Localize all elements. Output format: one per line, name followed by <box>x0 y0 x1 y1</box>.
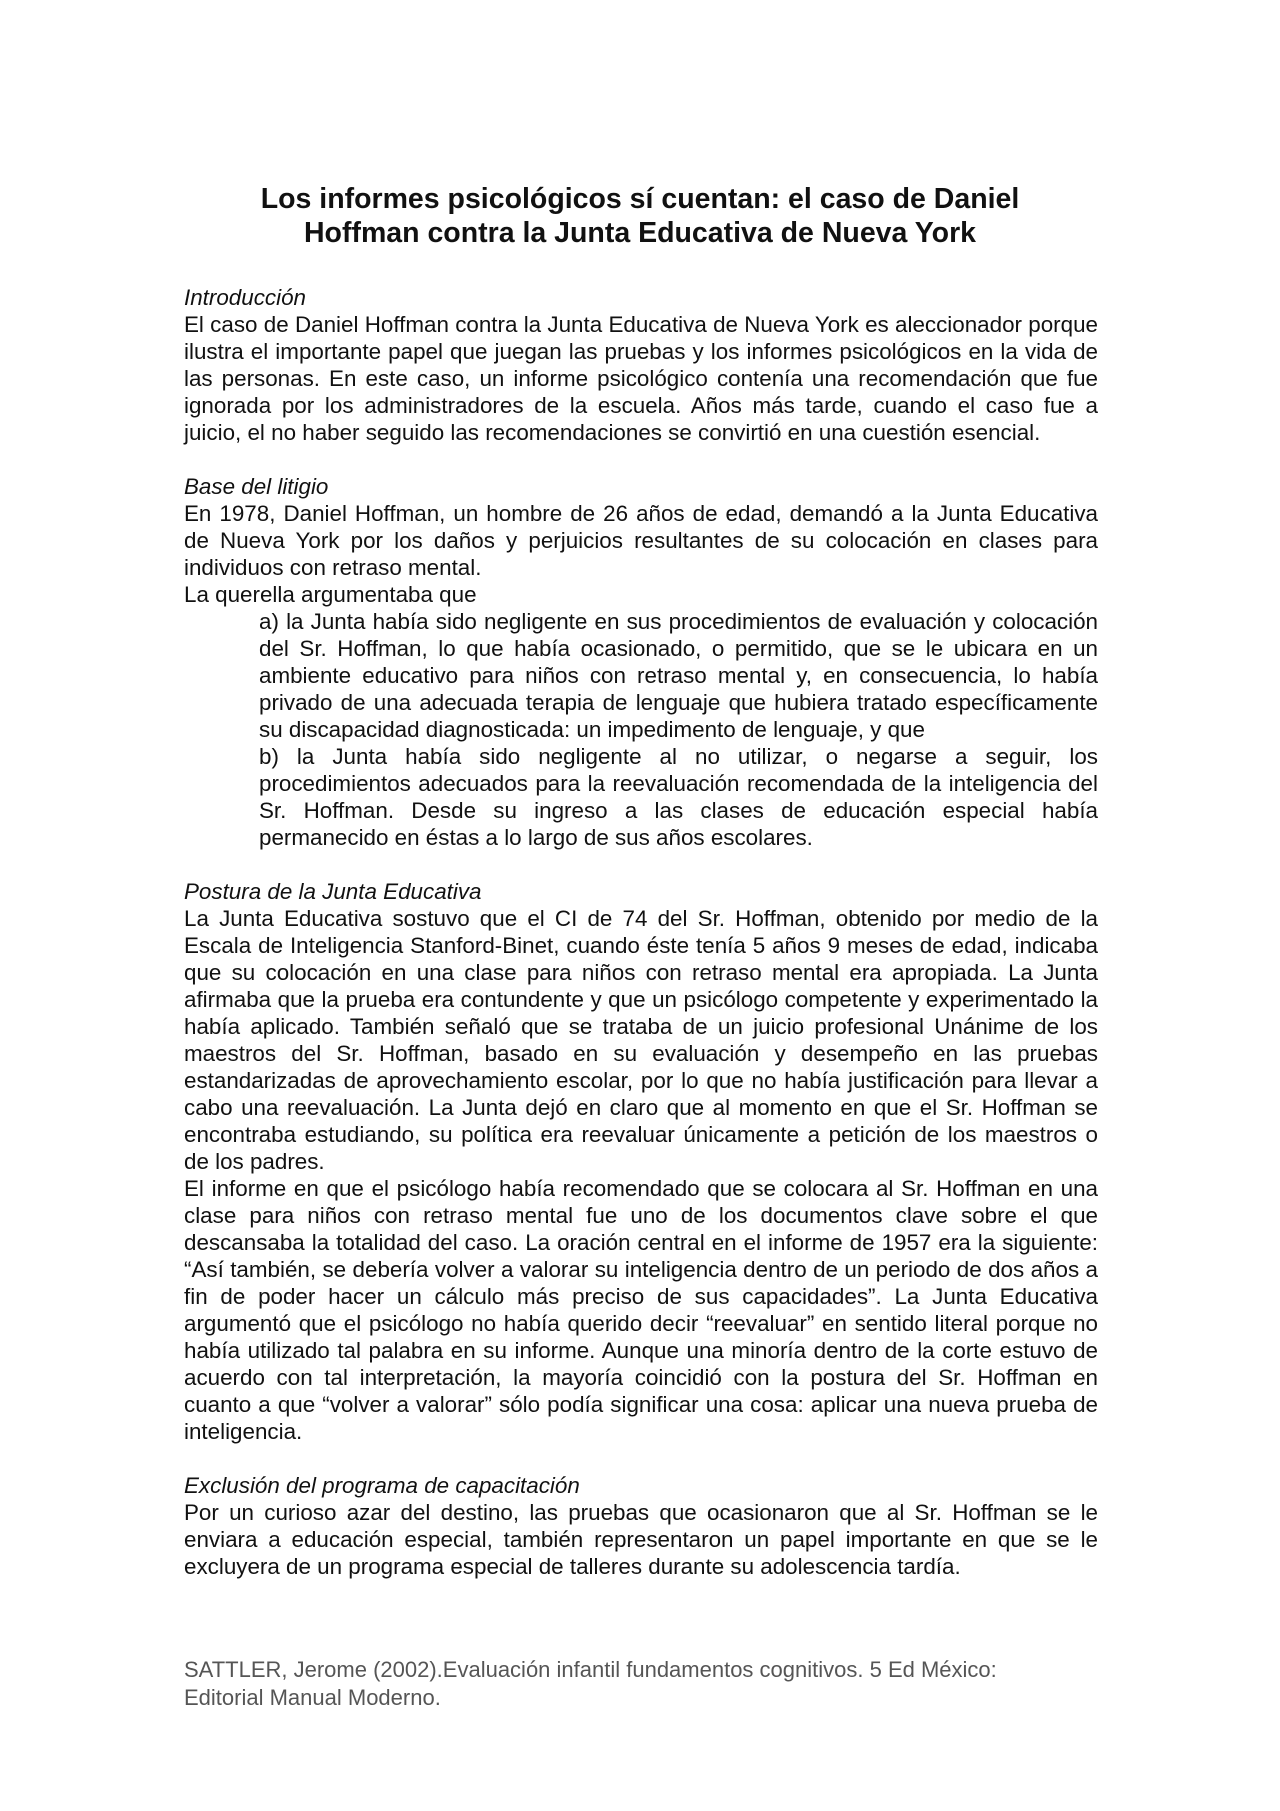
section-gap <box>184 446 1098 473</box>
section-gap <box>184 1445 1098 1472</box>
list-item-a: a) la Junta había sido negligente en sus procedimientos de evaluación y colocación del Sr. Hoffman, lo que había ocasionado, o permitido, que se le ubicara en un ambiente educativo para niños con retraso mental y, en consecuencia, lo había privado de una adecuada terapia de lenguaje que hubiera tratado específicamente su discapacidad diagnosticada: un impedimento de lenguaje, y que <box>259 609 1098 742</box>
document-title <box>180 182 1100 250</box>
title-line-1: Los informes psicológicos sí cuentan: el caso de Daniel <box>260 183 1020 215</box>
bibliographic-reference <box>184 1656 1098 1712</box>
section-gap <box>184 851 1098 878</box>
heading-base-del-litigio: Base del litigio <box>184 474 329 499</box>
heading-exclusion: Exclusión del programa de capacitación <box>184 1473 580 1498</box>
paragraph-exclusion: Por un curioso azar del destino, las pruebas que ocasionaron que al Sr. Hoffman se le enviara a educación especial, también representaron un papel importante en que se le excluyera de un programa especial de talleres durante su adolescencia tardía. <box>184 1500 1098 1579</box>
heading-introduccion: Introducción <box>184 285 306 310</box>
reference-line-2: Editorial Manual Moderno. <box>184 1685 441 1710</box>
list-item-b: b) la Junta había sido negligente al no utilizar, o negarse a seguir, los procedimientos adecuados para la reevaluación recomendada de la inteligencia del Sr. Hoffman. Desde su ingreso a las clases de educación especial había permanecido en éstas a lo largo de sus años escolares. <box>259 744 1098 850</box>
paragraph-querella: La querella argumentaba que <box>184 582 477 607</box>
paragraph-postura-1: La Junta Educativa sostuvo que el CI de 74 del Sr. Hoffman, obtenido por medio de la Escala de Inteligencia Stanford-Binet, cuando éste tenía 5 años 9 meses de edad, indicaba que su colocación en una clase para niños con retraso mental era apropiada. La Junta afirmaba que la prueba era contundente y que un psicólogo competente y experimentado la había aplicado. También señaló que se trataba de un juicio profesional Unánime de los maestros del Sr. Hoffman, basado en su evaluación y desempeño en las pruebas estandarizadas de aprovechamiento escolar, por lo que no había justificación para llevar a cabo una reevaluación. La Junta dejó en claro que al momento en que el Sr. Hoffman se encontraba estudiando, su política era reevaluar únicamente a petición de los maestros o de los padres. <box>184 906 1098 1174</box>
heading-postura: Postura de la Junta Educativa <box>184 879 482 904</box>
paragraph-litigio: En 1978, Daniel Hoffman, un hombre de 26 años de edad, demandó a la Junta Educativa de Nueva York por los daños y perjuicios resultantes de su colocación en clases para individuos con retraso mental. <box>184 501 1098 580</box>
reference-line-1: SATTLER, Jerome (2002).Evaluación infantil fundamentos cognitivos. 5 Ed México: <box>184 1657 997 1682</box>
title-line-2: Hoffman contra la Junta Educativa de Nueva York <box>303 217 977 249</box>
paragraph-postura-2: El informe en que el psicólogo había recomendado que se colocara al Sr. Hoffman en una clase para niños con retraso mental fue uno de los documentos clave sobre el que descansaba la totalidad del caso. La oración central en el informe de 1957 era la siguiente: “Así también, se debería volver a valorar su inteligencia dentro de un periodo de dos años a fin de poder hacer un cálculo más preciso de sus capacidades”. La Junta Educativa argumentó que el psicólogo no había querido decir “reevaluar” en sentido literal porque no había utilizado tal palabra en su informe. Aunque una minoría dentro de la corte estuvo de acuerdo con tal interpretación, la mayoría coincidió con la postura del Sr. Hoffman en cuanto a que “volver a valorar” sólo podía significar una cosa: aplicar una nueva prueba de inteligencia. <box>184 1176 1098 1444</box>
document-body <box>184 284 1098 1580</box>
paragraph-introduccion: El caso de Daniel Hoffman contra la Junta Educativa de Nueva York es aleccionador porque ilustra el importante papel que juegan las pruebas y los informes psicológicos en la vida de las personas. En este caso, un informe psicológico contenía una recomendación que fue ignorada por los administradores de la escuela. Años más tarde, cuando el caso fue a juicio, el no haber seguido las recomendaciones se convirtió en una cuestión esencial. <box>184 312 1098 445</box>
